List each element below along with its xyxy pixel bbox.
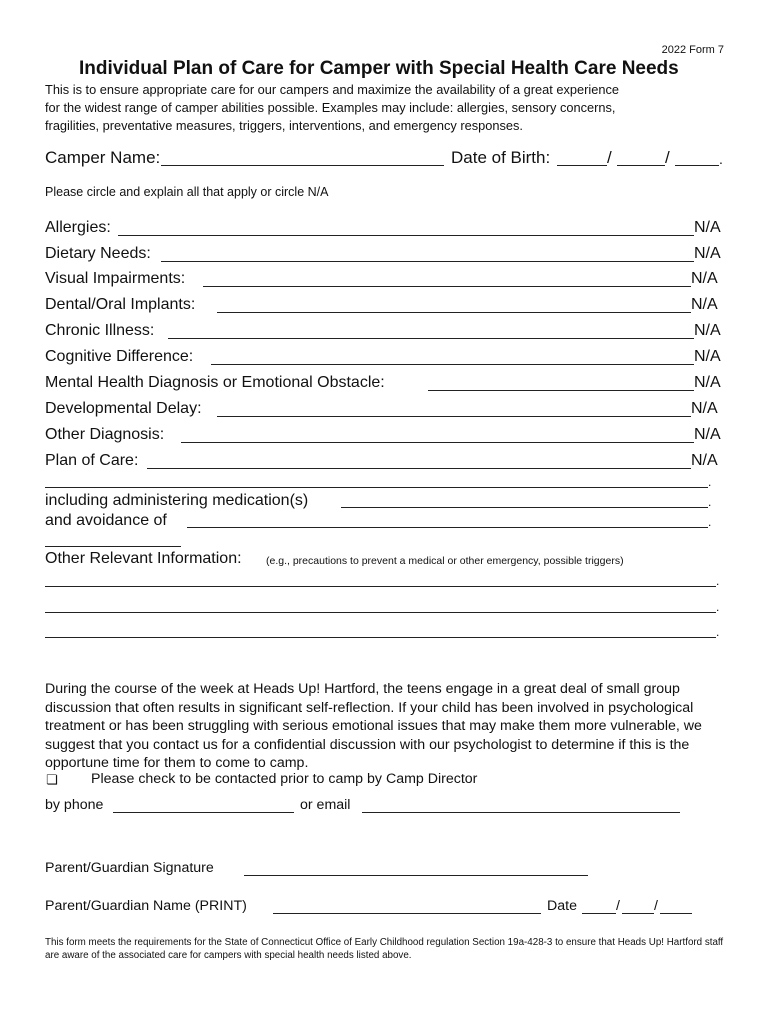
dob-year-field[interactable] — [675, 165, 719, 166]
dob-day-field[interactable] — [617, 165, 665, 166]
dob-month-field[interactable] — [557, 165, 607, 166]
intro-line-3: fragilities, preventative measures, triggers, interventions, and emergency responses. — [45, 118, 523, 133]
avoidance-label: and avoidance of — [45, 512, 167, 529]
field-line-plan-of-care[interactable] — [147, 468, 691, 469]
signature-label: Parent/Guardian Signature — [45, 860, 214, 876]
avoidance-field[interactable] — [187, 527, 708, 528]
camper-name-field[interactable] — [161, 165, 444, 166]
dob-label: Date of Birth: — [451, 148, 551, 167]
na-option-cognitive[interactable]: N/A — [694, 348, 721, 365]
field-line-mental-health[interactable] — [428, 390, 694, 391]
footer-note: This form meets the requirements for the State of Connecticut Office of Early Childhood regulation Section 19a-428-3 to ensure that Heads Up! Hartford staff are aware of the associated care for campers with special health needs listed above. — [45, 937, 724, 961]
phone-field[interactable] — [113, 812, 294, 813]
field-line-chronic[interactable] — [168, 338, 694, 339]
camper-name-label: Camper Name: — [45, 148, 161, 167]
medication-label: including administering medication(s) — [45, 492, 309, 509]
contact-checkbox-label: Please check to be contacted prior to camp by Camp Director — [91, 771, 478, 787]
guardian-name-field[interactable] — [273, 913, 541, 914]
date-slash-2: / — [654, 898, 658, 914]
dob-end: . — [719, 151, 723, 167]
na-option-chronic[interactable]: N/A — [694, 322, 721, 339]
dob-slash-2: / — [665, 148, 670, 167]
na-option-dental[interactable]: N/A — [691, 296, 718, 313]
instructions: Please circle and explain all that apply or circle N/A — [45, 185, 329, 199]
other-info-period-2: . — [716, 600, 720, 614]
date-label: Date — [547, 898, 577, 914]
other-info-period-3: . — [716, 625, 720, 639]
contact-checkbox[interactable]: ❏ — [46, 772, 58, 787]
medication-field[interactable] — [341, 507, 708, 508]
field-line-allergies[interactable] — [118, 235, 694, 236]
field-label-mental-health: Mental Health Diagnosis or Emotional Obstacle: — [45, 374, 385, 391]
field-label-dental: Dental/Oral Implants: — [45, 296, 196, 313]
intro-line-1: This is to ensure appropriate care for our campers and maximize the availability of a great experience — [45, 82, 620, 97]
field-label-allergies: Allergies: — [45, 219, 111, 236]
field-label-visual: Visual Impairments: — [45, 270, 186, 287]
date-month-field[interactable] — [582, 913, 616, 914]
discussion-paragraph: During the course of the week at Heads Up! Hartford, the teens engage in a great deal of small group discussion that often results in significant self-reflection. If your child has been involved in psychological treatment or has been struggling with serious emotional issues that may make them more vulnerable, we suggest that you contact us for a confidential discussion with our psychologist to determine if this is the opportune time for them to come to camp. — [45, 681, 702, 771]
date-slash-1: / — [616, 898, 620, 914]
field-label-plan-of-care: Plan of Care: — [45, 452, 139, 469]
na-option-developmental[interactable]: N/A — [691, 400, 718, 417]
field-line-other-diagnosis[interactable] — [181, 442, 694, 443]
other-info-label: Other Relevant Information: — [45, 550, 242, 567]
plan-period-3: . — [708, 515, 712, 529]
other-info-line-1[interactable] — [45, 586, 716, 587]
field-line-dietary[interactable] — [161, 261, 694, 262]
guardian-name-label: Parent/Guardian Name (PRINT) — [45, 898, 247, 914]
dob-slash-1: / — [607, 148, 612, 167]
na-option-allergies[interactable]: N/A — [694, 219, 721, 236]
field-label-chronic: Chronic Illness: — [45, 322, 155, 339]
signature-field[interactable] — [244, 875, 588, 876]
phone-label: by phone — [45, 797, 104, 813]
other-info-line-2[interactable] — [45, 612, 716, 613]
na-option-visual[interactable]: N/A — [691, 270, 718, 287]
email-field[interactable] — [362, 812, 680, 813]
na-option-dietary[interactable]: N/A — [694, 245, 721, 262]
intro-line-2: for the widest range of camper abilities possible. Examples may include: allergies, sensory concerns, — [45, 100, 616, 115]
field-line-cognitive[interactable] — [211, 364, 694, 365]
date-year-field[interactable] — [660, 913, 692, 914]
field-label-other-diagnosis: Other Diagnosis: — [45, 426, 165, 443]
other-info-hint: (e.g., precautions to prevent a medical or other emergency, possible triggers) — [266, 555, 624, 567]
date-day-field[interactable] — [622, 913, 654, 914]
field-label-developmental: Developmental Delay: — [45, 400, 202, 417]
plan-continuation-line[interactable] — [45, 487, 708, 488]
field-line-visual[interactable] — [203, 286, 691, 287]
email-label: or email — [300, 797, 351, 813]
field-label-cognitive: Cognitive Difference: — [45, 348, 194, 365]
na-option-other-diagnosis[interactable]: N/A — [694, 426, 721, 443]
na-option-mental-health[interactable]: N/A — [694, 374, 721, 391]
field-label-dietary: Dietary Needs: — [45, 245, 151, 262]
form-tag: 2022 Form 7 — [661, 44, 724, 56]
na-option-plan-of-care[interactable]: N/A — [691, 452, 718, 469]
field-line-dental[interactable] — [217, 312, 691, 313]
page-title: Individual Plan of Care for Camper with Special Health Care Needs — [79, 58, 679, 79]
plan-period-2: . — [708, 495, 712, 509]
avoidance-continuation-line[interactable] — [45, 546, 181, 547]
field-line-developmental[interactable] — [217, 416, 691, 417]
other-info-period-1: . — [716, 574, 720, 588]
other-info-line-3[interactable] — [45, 637, 716, 638]
plan-period-1: . — [708, 475, 712, 489]
